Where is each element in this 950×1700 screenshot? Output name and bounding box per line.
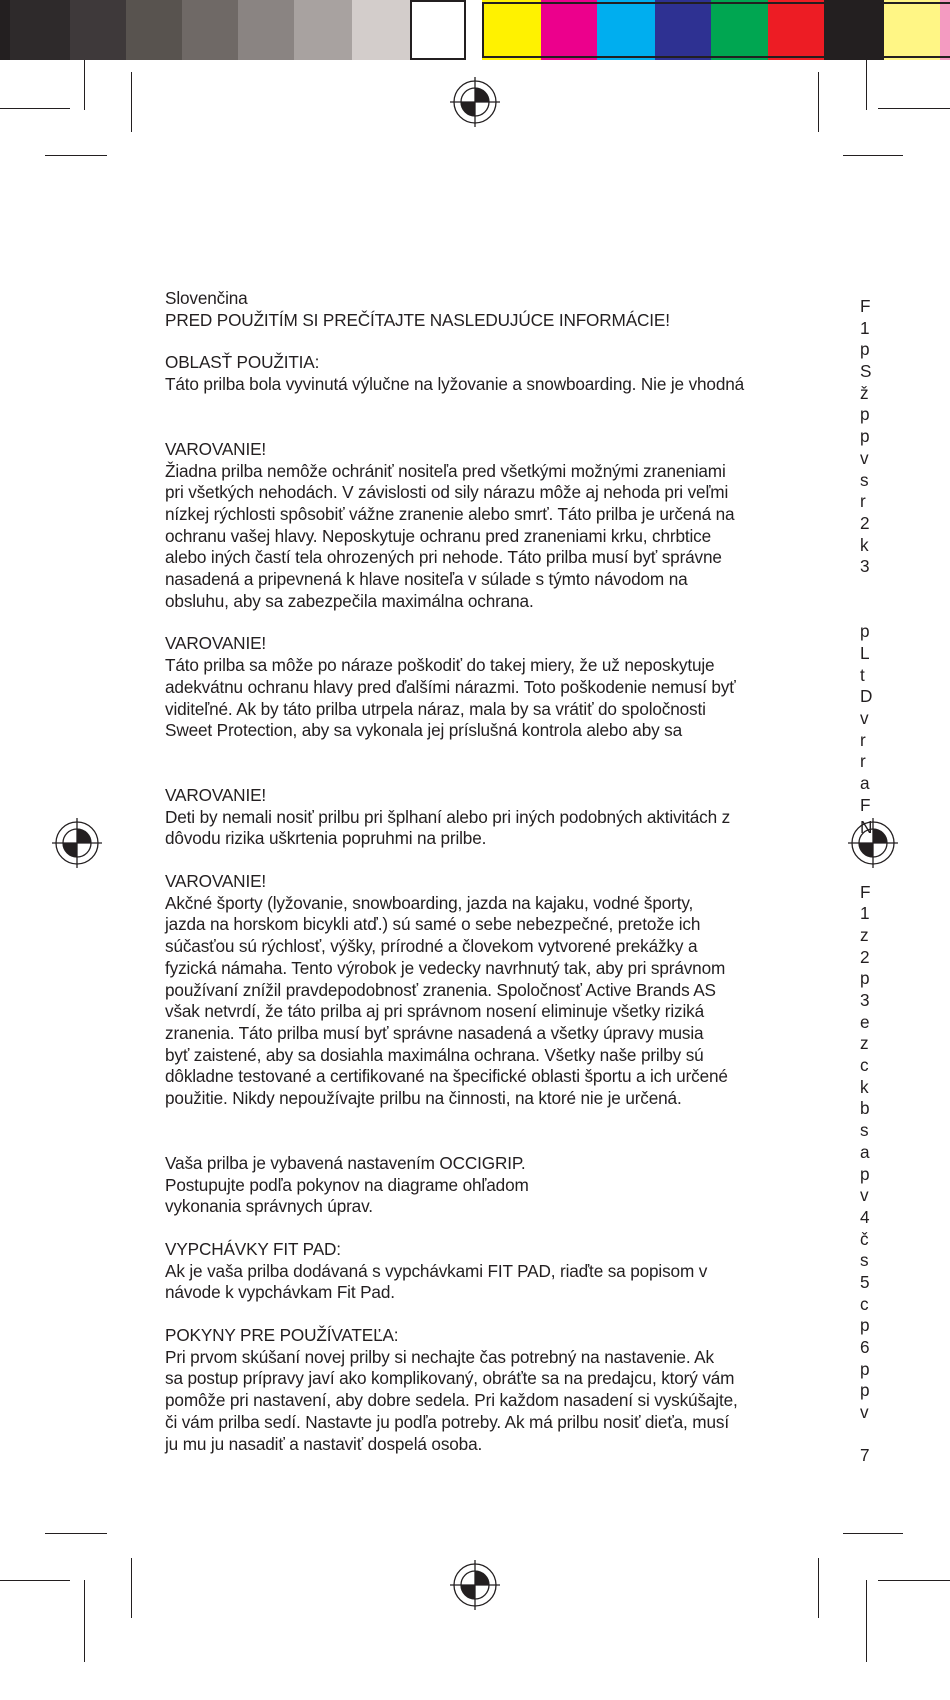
fragment-line: s xyxy=(860,469,869,490)
warning-2-heading: VAROVANIE! xyxy=(165,633,267,654)
crop-mark-bottom-left-v xyxy=(131,1558,132,1618)
crop-mark-top-left-h2 xyxy=(45,155,107,156)
fragment-line: z xyxy=(860,924,869,945)
language-label: Slovenčina xyxy=(165,288,248,308)
warning-1-heading: VAROVANIE! xyxy=(165,438,267,459)
fragment-line: p xyxy=(860,426,870,447)
user-instructions-heading: POKYNY PRE POUŽÍVATEĽA: xyxy=(165,1325,399,1346)
warning-3-heading: VAROVANIE! xyxy=(165,784,267,805)
fragment-line: p xyxy=(860,1315,870,1336)
warning-1-body xyxy=(165,461,785,613)
bar-gap xyxy=(466,0,482,60)
text-line: viditeľné. Ak by táto prilba utrpela náraz, mala by sa vrátiť do spoločnosti xyxy=(165,698,706,719)
warning-4-body xyxy=(165,893,785,1110)
text-line: ochranu vašej hlavy. Neposkytuje ochranu pred zraneniami krku, chrbtice xyxy=(165,525,711,546)
text-line: Postupujte podľa pokynov na diagrame ohľadom xyxy=(165,1174,529,1195)
scope-heading: OBLASŤ POUŽITIA: xyxy=(165,352,320,373)
fragment-line: 2 xyxy=(860,512,870,533)
crop-mark-bottom-right-h xyxy=(843,1533,903,1534)
fragment-line xyxy=(860,838,874,860)
fragment-line: r xyxy=(860,491,866,512)
text-line: alebo iných častí tela ohrozených pri nehode. Táto prilba musí byť správne xyxy=(165,547,722,568)
registration-mark-icon xyxy=(450,77,500,127)
fragment-line: s xyxy=(860,1120,869,1141)
fragment-line: c xyxy=(860,1055,869,1076)
warning-4-heading: VAROVANIE! xyxy=(165,871,267,892)
gray-swatch xyxy=(352,0,410,60)
fragment-line: 2 xyxy=(860,946,870,967)
fragment-line: z xyxy=(860,1033,869,1054)
fragment-line: s xyxy=(860,1250,869,1271)
crop-mark-bottom-right-v2 xyxy=(866,1580,867,1662)
gray-swatch xyxy=(182,0,238,60)
gray-swatch xyxy=(410,0,466,60)
text-line: používaní znížil pravdepodobnosť zranenia. Spoločnosť Active Brands AS xyxy=(165,979,716,1000)
crop-mark-top-left-h xyxy=(0,108,70,109)
fragment-line: 4 xyxy=(860,1206,870,1227)
text-line: pomôže pri nastavení, aby dobre sedela. Pri každom nasadení si vyskúšajte, xyxy=(165,1390,738,1411)
fragment-line: L xyxy=(860,643,870,663)
text-line: vykonania správnych úprav. xyxy=(165,1196,373,1217)
crop-mark-bottom-left-h xyxy=(45,1533,107,1534)
gray-swatch xyxy=(126,0,182,60)
text-line: jazda na horskom bicykli atď.) sú samé o sebe nebezpečné, pretože ich xyxy=(165,914,701,935)
adjacent-page-column-fragment xyxy=(860,296,874,1496)
fragment-line: p xyxy=(860,1163,870,1184)
user-instructions-text xyxy=(165,1347,785,1456)
fragment-line: p xyxy=(860,1380,870,1401)
fragment-line: b xyxy=(860,1098,870,1119)
crop-mark-bottom-left-h2 xyxy=(0,1580,70,1581)
text-line: návode k vypchávkam Fit Pad. xyxy=(165,1282,395,1303)
fragment-line: 5 xyxy=(860,1271,870,1292)
text-line: Deti by nemali nosiť prilbu pri šplhaní alebo pri iných podobných aktivitách z xyxy=(165,806,731,827)
text-line: či vám prilba sedí. Nastavte ju podľa potreby. Ak má prilbu nosiť dieťa, musí xyxy=(165,1411,729,1432)
text-line: byť zaistené, aby sa dosiahla maximálna ochrana. Všetky naše prilby sú xyxy=(165,1044,704,1065)
text-line: Sweet Protection, aby sa vykonala jej príslušná kontrola alebo aby sa xyxy=(165,720,683,741)
registration-mark-icon xyxy=(450,1560,500,1610)
crop-mark-bottom-left-v2 xyxy=(84,1580,85,1662)
fragment-line: v xyxy=(860,1402,869,1423)
fragment-line: t xyxy=(860,664,865,685)
fragment-line: a xyxy=(860,1141,870,1162)
registration-mark-icon xyxy=(52,818,102,868)
fragment-line: e xyxy=(860,1011,870,1032)
fragment-line: D xyxy=(860,686,873,707)
crop-mark-bottom-right-v xyxy=(818,1558,819,1618)
fragment-line: ž xyxy=(860,382,869,403)
text-line: Pri prvom skúšaní novej prilby si nechajte čas potrebný na nastavenie. Ak xyxy=(165,1346,714,1367)
fragment-line: 6 xyxy=(860,1337,870,1357)
fitpad-heading: VYPCHÁVKY FIT PAD: xyxy=(165,1238,341,1259)
fragment-line: p xyxy=(860,621,870,642)
gray-swatch xyxy=(10,0,70,60)
main-text-column xyxy=(165,288,785,1455)
warning-2-body xyxy=(165,655,785,742)
text-line: Ak je vaša prilba dodávaná s vypchávkami FIT PAD, riaďte sa popisom v xyxy=(165,1260,708,1281)
fragment-line: 3 xyxy=(860,990,870,1010)
fragment-line: S xyxy=(860,361,872,382)
warning-3-body xyxy=(165,807,785,850)
text-line: obsluhu, aby sa zabezpečila maximálna ochrana. xyxy=(165,590,534,611)
intro-heading: PRED POUŽITÍM SI PREČÍTAJTE NASLEDUJÚCE INFORMÁCIE! xyxy=(165,309,670,330)
fragment-line: a xyxy=(860,773,870,794)
fragment-line: v xyxy=(860,708,869,729)
text-line: dôkladne testované a certifikované na špecifické oblasti športu a ich určené xyxy=(165,1066,728,1087)
text-line: pri všetkých nehodách. V závislosti od sily nárazu môže aj nehoda pri veľmi xyxy=(165,482,729,503)
text-line: však netvrdí, že táto prilba aj pri správnom nosení eliminuje všetky riziká xyxy=(165,1001,704,1022)
fragment-line xyxy=(860,600,874,622)
text-line: Vaša prilba je vybavená nastavením OCCIGRIP. xyxy=(165,1152,526,1173)
fragment-line xyxy=(860,860,874,882)
fragment-line: r xyxy=(860,751,866,772)
gray-swatch xyxy=(0,0,10,60)
fragment-line: F xyxy=(860,881,871,902)
crop-mark-top-left-v xyxy=(84,60,85,110)
crop-mark-top-right-v xyxy=(818,72,819,132)
scope-text: Táto prilba bola vyvinutá výlučne na lyžovanie a snowboarding. Nie je vhodná xyxy=(165,374,745,395)
fragment-line: v xyxy=(860,1185,869,1206)
fragment-line: p xyxy=(860,404,870,425)
gray-swatch xyxy=(70,0,126,60)
fitpad-text xyxy=(165,1261,785,1304)
text-line: adekvátnu ochranu hlavy pred ďalšími nárazmi. Toto poškodenie nemusí byť xyxy=(165,676,736,697)
fragment-line xyxy=(860,1424,874,1446)
crop-mark-top-right-h2 xyxy=(843,155,903,156)
text-line: nízkej rýchlosti spôsobiť vážne zranenie alebo smrť. Táto prilba je určená na xyxy=(165,503,735,524)
process-bar-frame xyxy=(482,2,950,58)
fragment-line: č xyxy=(860,1228,869,1249)
fragment-line xyxy=(860,578,874,600)
fragment-line: r xyxy=(860,729,866,750)
fragment-line: k xyxy=(860,534,869,555)
fragment-line: N xyxy=(860,816,873,837)
text-line: dôvodu rizika uškrtenia popruhmi na prilbe. xyxy=(165,828,487,849)
fragment-line: 3 xyxy=(860,556,870,577)
text-line: Táto prilba sa môže po náraze poškodiť do takej miery, že už neposkytuje xyxy=(165,655,715,676)
fragment-line: F xyxy=(860,296,871,316)
fragment-line: 7 xyxy=(860,1445,870,1466)
fragment-line: p xyxy=(860,1358,870,1379)
gray-swatch xyxy=(294,0,352,60)
text-line: Žiadna prilba nemôže ochrániť nositeľa pred všetkými možnými zraneniami xyxy=(165,460,726,481)
text-line: súčasťou sú rýchlosť, výšky, prírodné a človekom vytvorené prekážky a xyxy=(165,936,698,957)
fragment-line: 1 xyxy=(860,903,870,924)
fragment-line: 1 xyxy=(860,317,870,338)
text-line: sa postup prípravy javí ako komplikovaný, obráťte sa na predajcu, ktorý vám xyxy=(165,1368,735,1389)
color-calibration-bar xyxy=(0,0,950,60)
fragment-line: c xyxy=(860,1293,869,1314)
text-line: použitie. Nikdy nepoužívajte prilbu na činnosti, na ktoré nie je určená. xyxy=(165,1088,682,1109)
fragment-line: p xyxy=(860,968,870,989)
gray-swatch xyxy=(238,0,294,60)
crop-mark-top-left-v2 xyxy=(131,72,132,132)
fragment-line: F xyxy=(860,794,871,815)
occigrip-text xyxy=(165,1153,785,1218)
crop-mark-bottom-right-h2 xyxy=(878,1580,950,1581)
fragment-line: k xyxy=(860,1076,869,1097)
text-line: nasadená a pripevnená k hlave nositeľa v súlade s týmto návodom na xyxy=(165,569,688,590)
crop-mark-top-right-v2 xyxy=(866,60,867,110)
text-line: zranenia. Táto prilba musí byť správne nasadená a všetky úpravy musia xyxy=(165,1022,704,1043)
text-line: fyzická námaha. Tento výrobok je vedecky navrhnutý tak, aby pri správnom xyxy=(165,957,726,978)
text-line: ju mu ju nasadiť a nastaviť dospelá osoba. xyxy=(165,1433,483,1454)
fragment-line: v xyxy=(860,447,869,468)
fragment-line: p xyxy=(860,339,870,360)
text-line: Akčné športy (lyžovanie, snowboarding, jazda na kajaku, vodné športy, xyxy=(165,892,694,913)
crop-mark-top-right-h xyxy=(878,108,950,109)
